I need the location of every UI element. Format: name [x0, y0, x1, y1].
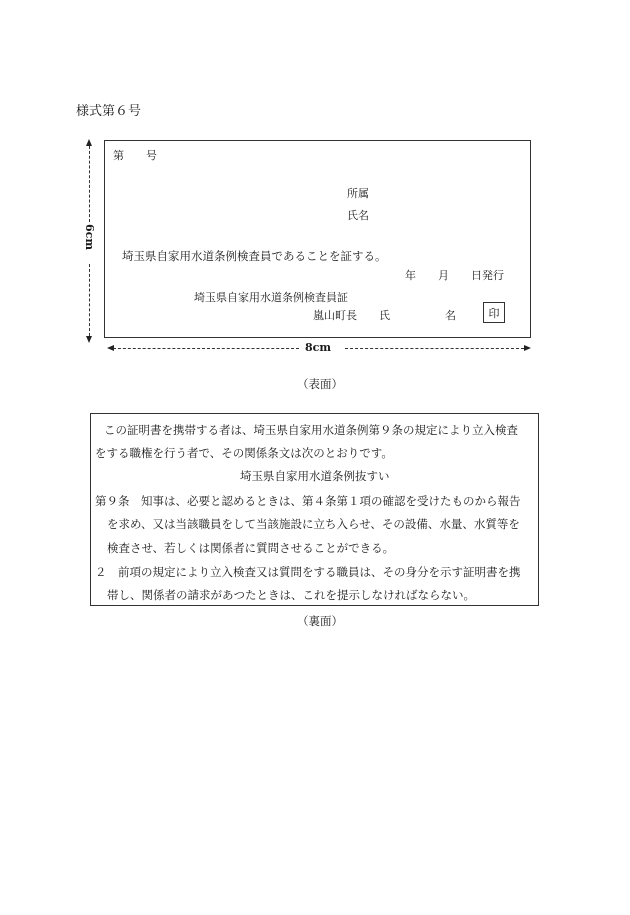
issuer-title: 埼玉県自家用水道条例検査員証 [194, 291, 348, 304]
certification-statement: 埼玉県自家用水道条例検査員であることを証する。 [122, 249, 387, 263]
height-dimension-label: 6cm [83, 224, 97, 250]
certificate-back-box [90, 413, 539, 606]
form-title: 様式第６号 [76, 104, 142, 119]
back-text-line: 帯し、関係者の請求があつたときは、これを提示しなければならない。 [107, 588, 475, 602]
back-text-line: ２ 前項の規定により立入検査又は質問をする職員は、その身分を示す証明書を携 [95, 565, 521, 579]
certificate-number-label: 第 号 [113, 149, 157, 162]
affiliation-label: 所属 [347, 187, 369, 200]
back-text-line: を求め、又は当該職員をして当該施設に立ち入らせ、その設備、水量、水質等を [107, 517, 520, 531]
name-label: 氏名 [347, 209, 369, 222]
back-section-heading: 埼玉県自家用水道条例抜すい [240, 469, 390, 483]
arrow-up-icon [86, 139, 92, 146]
back-text-line: をする職権を行う者で、その関係条文は次のとおりです。 [95, 446, 393, 460]
arrow-down-icon [86, 336, 92, 343]
certificate-front-card [104, 140, 531, 338]
back-text-line: 第９条 知事は、必要と認めるときは、第４条第１項の確認を受けたものから報告 [95, 494, 521, 508]
arrow-right-icon [524, 345, 531, 351]
mayor-name-line: 嵐山町長 氏 名 [313, 309, 456, 322]
width-dimension-label: 8cm [305, 341, 331, 354]
back-text-line: 検査させ、若しくは関係者に質問させることができる。 [107, 541, 395, 555]
width-dimension-line-right [345, 348, 524, 349]
back-text-line: この証明書を携帯する者は、埼玉県自家用水道条例第９条の規定により立入検査 [104, 423, 518, 437]
seal-box: 印 [483, 302, 505, 323]
height-dimension-line-top [89, 146, 90, 222]
width-dimension-line-left [113, 348, 299, 349]
front-caption: （表面） [297, 377, 343, 391]
issue-date: 年 月 日発行 [405, 269, 504, 282]
height-dimension-line-bottom [89, 264, 90, 336]
back-caption: （裏面） [297, 614, 343, 628]
